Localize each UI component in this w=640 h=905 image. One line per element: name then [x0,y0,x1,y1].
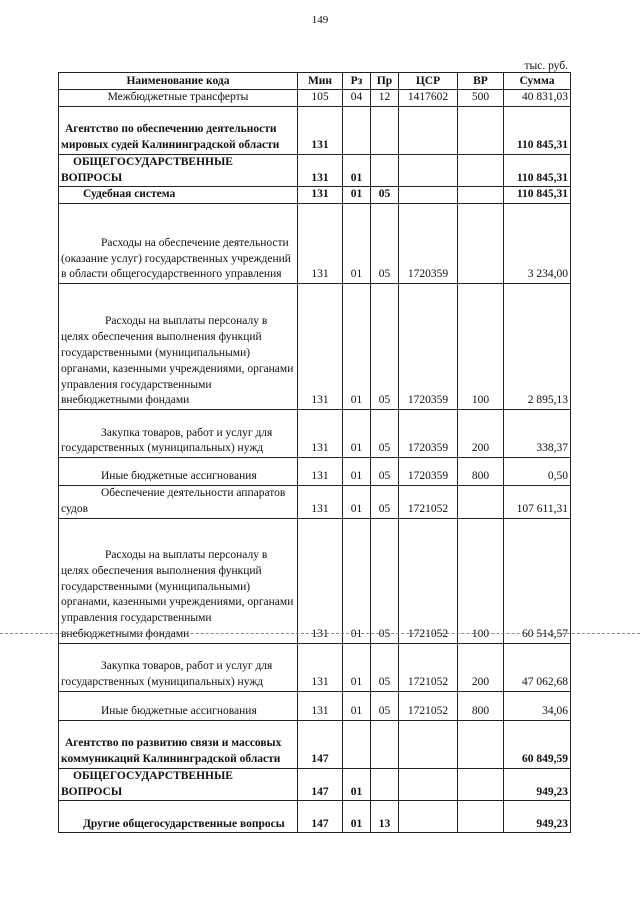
table-row [59,768,571,801]
table-row [59,106,571,154]
row-vr: 200 [458,410,504,458]
table-row [59,154,571,187]
row-csr: 1720359 [399,458,458,486]
row-vr [458,720,504,768]
row-min: 131 [298,691,343,720]
row-pr: 12 [371,90,399,107]
row-pr: 05 [371,691,399,720]
row-name: Закупка товаров, работ и услуг для государственных (муниципальных) нужд [59,643,298,691]
row-rz: 01 [343,801,371,833]
row-rz: 04 [343,90,371,107]
row-vr: 800 [458,458,504,486]
table-row [59,284,571,410]
table-row [59,691,571,720]
row-pr [371,768,399,801]
row-name: Агентство по обеспечению деятельности мировых судей Калининградской области [59,106,298,154]
row-sum: 949,23 [504,768,571,801]
row-name: Обеспечение деятельности аппаратов судов [59,486,298,519]
row-min: 105 [298,90,343,107]
row-rz: 01 [343,768,371,801]
table-row [59,410,571,458]
row-min: 131 [298,154,343,187]
row-vr: 500 [458,90,504,107]
row-rz [343,106,371,154]
row-pr [371,720,399,768]
row-vr [458,204,504,284]
row-rz: 01 [343,643,371,691]
row-pr: 05 [371,284,399,410]
row-rz: 01 [343,204,371,284]
row-csr: 1720359 [399,284,458,410]
row-csr [399,768,458,801]
row-csr: 1721052 [399,643,458,691]
row-pr: 05 [371,643,399,691]
scan-fold-line [0,633,640,634]
row-sum: 107 611,31 [504,486,571,519]
table-row [59,801,571,833]
row-rz: 01 [343,691,371,720]
row-pr: 05 [371,410,399,458]
row-csr [399,106,458,154]
row-rz: 01 [343,284,371,410]
row-vr: 100 [458,518,504,643]
row-min: 131 [298,643,343,691]
row-min: 131 [298,518,343,643]
header-name: Наименование кода [59,73,298,90]
row-pr [371,154,399,187]
header-min: Мин [298,73,343,90]
row-vr: 100 [458,284,504,410]
row-name: Закупка товаров, работ и услуг для государственных (муниципальных) нужд [59,410,298,458]
table-row [59,643,571,691]
row-sum: 338,37 [504,410,571,458]
row-csr: 1721052 [399,691,458,720]
row-min: 131 [298,284,343,410]
row-sum: 47 062,68 [504,643,571,691]
row-min: 147 [298,801,343,833]
row-name: Расходы на выплаты персоналу в целях обеспечения выполнения функций государственными (муниципальными) органами, казенными учреждениями, органами управления государственными внебюджетными фондами [59,518,298,643]
header-csr: ЦСР [399,73,458,90]
row-csr [399,187,458,204]
row-name: Расходы на обеспечение деятельности (оказание услуг) государственных учреждений в области общегосударственного управления [59,204,298,284]
row-sum: 40 831,03 [504,90,571,107]
row-vr [458,486,504,519]
row-rz: 01 [343,486,371,519]
header-sum: Сумма [504,73,571,90]
row-csr: 1721052 [399,518,458,643]
row-name: Иные бюджетные ассигнования [59,691,298,720]
row-pr: 05 [371,458,399,486]
row-min: 131 [298,486,343,519]
row-pr: 05 [371,486,399,519]
row-sum: 949,23 [504,801,571,833]
row-vr [458,106,504,154]
row-sum: 0,50 [504,458,571,486]
row-name: Другие общегосударственные вопросы [59,801,298,833]
table-row [59,518,571,643]
row-rz: 01 [343,518,371,643]
units-label: тыс. руб. [524,60,568,72]
row-name: Судебная система [59,187,298,204]
row-name: Агентство по развитию связи и массовых коммуникаций Калининградской области [59,720,298,768]
row-pr: 05 [371,187,399,204]
row-sum: 110 845,31 [504,106,571,154]
row-name: Межбюджетные трансферты [59,90,298,107]
row-csr: 1720359 [399,204,458,284]
row-sum: 110 845,31 [504,154,571,187]
row-sum: 60 849,59 [504,720,571,768]
row-min: 131 [298,106,343,154]
row-pr: 05 [371,518,399,643]
row-min: 131 [298,204,343,284]
row-min: 131 [298,187,343,204]
row-rz: 01 [343,154,371,187]
row-csr: 1721052 [399,486,458,519]
row-min: 147 [298,720,343,768]
row-sum: 110 845,31 [504,187,571,204]
row-min: 147 [298,768,343,801]
row-vr [458,154,504,187]
row-sum: 34,06 [504,691,571,720]
header-pr: Пр [371,73,399,90]
row-name: ОБЩЕГОСУДАРСТВЕННЫЕ ВОПРОСЫ [59,768,298,801]
table-row [59,187,571,204]
header-rz: Рз [343,73,371,90]
row-sum: 60 514,57 [504,518,571,643]
row-pr: 05 [371,204,399,284]
row-name: Расходы на выплаты персоналу в целях обеспечения выполнения функций государственными (муниципальными) органами, казенными учреждениями, органами управления государственными внебюджетными фондами [59,284,298,410]
table-row [59,458,571,486]
row-pr: 13 [371,801,399,833]
row-rz [343,720,371,768]
row-vr [458,801,504,833]
table-row [59,720,571,768]
row-vr [458,187,504,204]
row-name: Иные бюджетные ассигнования [59,458,298,486]
row-sum: 3 234,00 [504,204,571,284]
row-min: 131 [298,410,343,458]
row-min: 131 [298,458,343,486]
header-row [59,73,571,90]
row-csr: 1720359 [399,410,458,458]
table-row [59,204,571,284]
row-csr: 1417602 [399,90,458,107]
row-csr [399,720,458,768]
row-sum: 2 895,13 [504,284,571,410]
row-vr: 800 [458,691,504,720]
row-pr [371,106,399,154]
header-vr: ВР [458,73,504,90]
table-row [59,90,571,107]
table-row [59,486,571,519]
row-name: ОБЩЕГОСУДАРСТВЕННЫЕ ВОПРОСЫ [59,154,298,187]
budget-table [58,72,571,833]
row-rz: 01 [343,410,371,458]
row-rz: 01 [343,187,371,204]
row-csr [399,154,458,187]
row-vr [458,768,504,801]
row-csr [399,801,458,833]
row-rz: 01 [343,458,371,486]
page-number: 149 [311,14,329,26]
row-vr: 200 [458,643,504,691]
